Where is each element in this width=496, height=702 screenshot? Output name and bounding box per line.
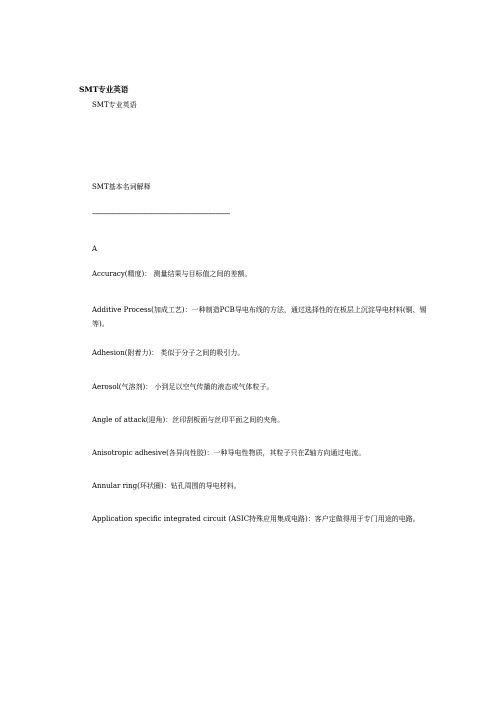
term-aerosol: Aerosol(气溶剂)： 小到足以空气传播的液态或气体粒子。	[92, 383, 274, 391]
term-additive-process	[92, 303, 432, 331]
section-heading: SMT基本名词解释	[92, 183, 151, 191]
term-angle-of-attack: Angle of attack(迎角)：丝印刮板面与丝印平面之间的夹角。	[92, 416, 285, 424]
term-accuracy: Accuracy(精度)： 测量结果与目标值之间的差额。	[92, 270, 252, 278]
document-title: SMT专业英语	[79, 85, 129, 94]
term-additive-process-text: Additive Process(加成工艺)：一种制造PCB导电布线的方法，通过选择性的在板层上沉淀导电材料(铜、锡等)。	[92, 306, 427, 328]
document-subtitle: SMT专业英语	[92, 101, 137, 109]
term-asic: Application specific integrated circuit (ASIC特殊应用集成电路)：客户定做得用于专门用途的电路。	[92, 515, 420, 523]
term-adhesion: Adhesion(附着力)： 类似于分子之间的吸引力。	[92, 349, 245, 357]
term-annular-ring: Annular ring(环状圈)：钻孔周围的导电材料。	[92, 482, 241, 490]
divider-line: ------------------------------------------------------------------------------	[92, 210, 230, 218]
letter-heading: A	[92, 245, 98, 253]
term-anisotropic-adhesive: Anisotropic adhesive(各异向性胶)：一种导电性物质，其粒子只在Z轴方向通过电流。	[92, 449, 366, 457]
